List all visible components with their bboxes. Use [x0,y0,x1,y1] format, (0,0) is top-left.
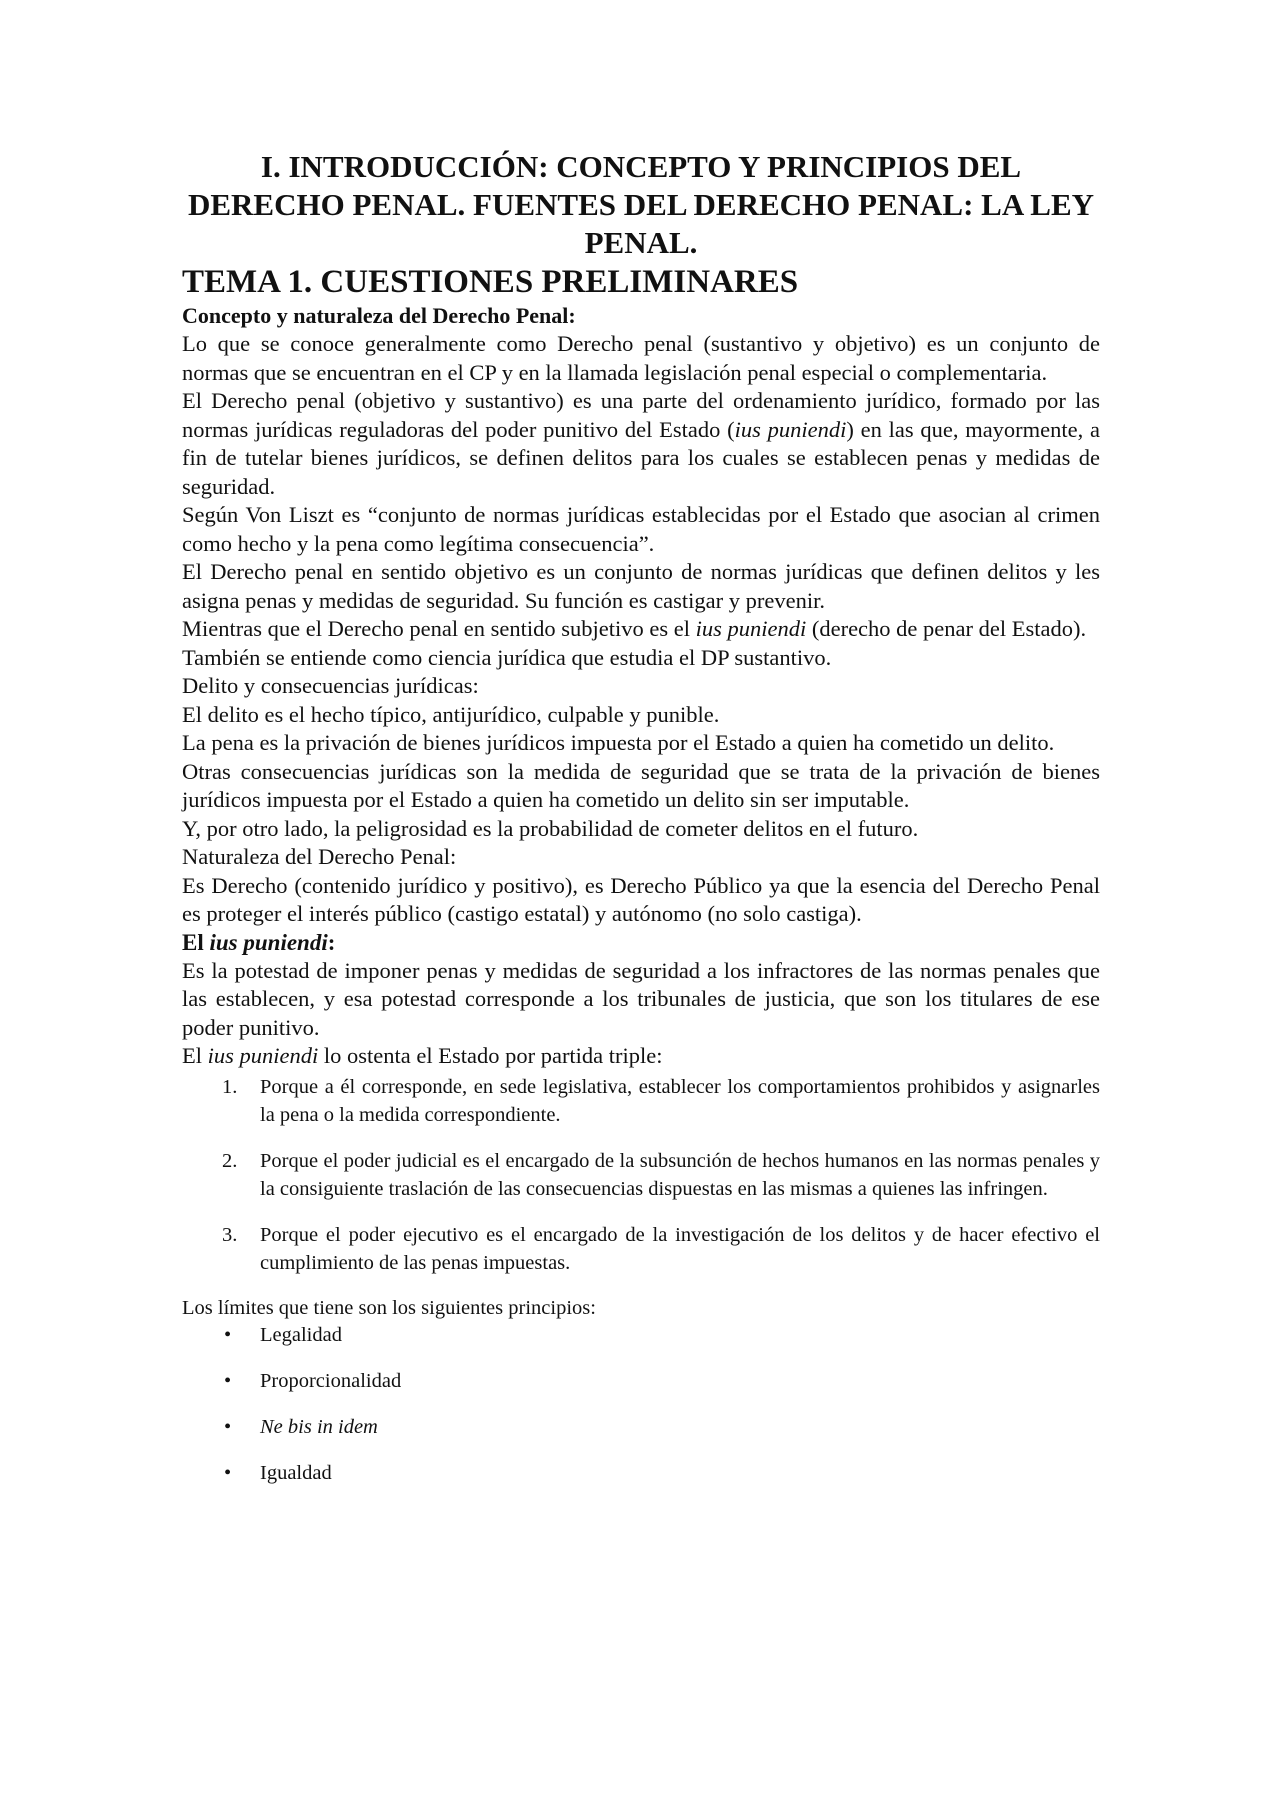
bullet-item [182,1367,1100,1395]
paragraph-2-text-a: El Derecho penal (objetivo y sustantivo) es una parte del ordenamiento jurídico, formado por las normas jurídicas reguladoras del poder punitivo del Estado ( [182,388,1100,442]
document-title: I. INTRODUCCIÓN: CONCEPTO Y PRINCIPIOS DEL DERECHO PENAL. FUENTES DEL DERECHO PENAL: LA LEY PENAL. [187,149,1095,260]
list-number: 3. [222,1223,238,1246]
principles-list [182,1321,1100,1487]
bullet-item [182,1413,1100,1441]
ius-heading-italic: ius puniendi [209,929,328,955]
tema-title: TEMA 1. CUESTIONES PRELIMINARES [182,264,799,300]
ius-heading-text-b: : [327,929,336,955]
bullet-text: Proporcionalidad [260,1369,402,1392]
list-item-text: Porque el poder judicial es el encargado de la subsunción de hechos humanos en las normas penales y la consiguiente traslación de las consecuencias dispuestas en las mismas a quienes las infringen. [260,1149,1100,1200]
bullet-icon: • [224,1369,232,1392]
paragraph-14: Es la potestad de imponer penas y medidas de seguridad a los infractores de las normas penales que las establecen, y esa potestad corresponde a los tribunales de justicia, que son los titulares de ese poder punitivo. [182,957,1100,1040]
bullet-icon: • [224,1461,232,1484]
paragraph-15-italic: ius puniendi [207,1043,319,1068]
paragraph-4: El Derecho penal en sentido objetivo es un conjunto de normas jurídicas que definen delitos y les asigna penas y medidas de seguridad. Su función es castigar y prevenir. [182,559,1100,613]
bullet-text: Legalidad [260,1323,342,1346]
paragraph-1: Lo que se conoce generalmente como Derecho penal (sustantivo y objetivo) es un conjunto de normas que se encuentran en el CP y en la llamada legislación penal especial o complementaria. [182,331,1100,385]
list-item [182,1221,1100,1278]
paragraph-11: Y, por otro lado, la peligrosidad es la probabilidad de cometer delitos en el futuro. [182,815,919,841]
list-item-text: Porque el poder ejecutivo es el encargado de la investigación de los delitos y de hacer efectivo el cumplimiento de las penas impuestas. [260,1223,1100,1274]
paragraph-15-text-a: El [182,1043,208,1068]
paragraph-12: Naturaleza del Derecho Penal: [182,844,457,869]
list-item [182,1147,1100,1204]
ius-heading-text-a: El [182,929,210,955]
paragraph-2 [182,387,1100,501]
paragraph-8: El delito es el hecho típico, antijurídico, culpable y punible. [182,701,720,727]
bullet-text: Igualdad [260,1461,332,1484]
paragraph-2-text-b: ) en las que, mayormente, a fin de tutelar bienes jurídicos, se definen delitos para los cuales se establecen penas y medidas de seguridad. [182,416,1101,499]
paragraph-2-italic: ius puniendi [734,416,847,442]
bullet-item [182,1459,1100,1487]
paragraph-5-italic: ius puniendi [695,616,807,641]
paragraph-9: La pena es la privación de bienes jurídicos impuesta por el Estado a quien ha cometido un delito. [182,730,1055,755]
bullet-item [182,1321,1100,1349]
list-number: 2. [222,1149,238,1172]
bullet-icon: • [224,1415,232,1438]
paragraph-3: Según Von Liszt es “conjunto de normas jurídicas establecidas por el Estado que asocian al crimen como hecho y la pena como legítima consecuencia”. [182,502,1100,556]
paragraph-5-text-b: (derecho de penar del Estado). [806,616,1087,641]
paragraph-10: Otras consecuencias jurídicas son la medida de seguridad que se trata de la privación de bienes jurídicos impuesta por el Estado a quien ha cometido un delito sin ser imputable. [182,758,1100,812]
limits-intro: Los límites que tiene son los siguientes principios: [182,1296,596,1319]
paragraph-6: También se entiende como ciencia jurídica que estudia el DP sustantivo. [182,644,832,670]
concepto-heading: Concepto y naturaleza del Derecho Penal: [182,303,576,328]
ius-puniendi-heading [182,929,1100,957]
bullet-text: Ne bis in idem [260,1415,378,1438]
paragraph-5-text-a: Mientras que el Derecho penal en sentido subjetivo es el [182,616,696,641]
paragraph-15-text-b: lo ostenta el Estado por partida triple: [318,1043,663,1068]
bullet-icon: • [224,1323,232,1346]
paragraph-7: Delito y consecuencias jurídicas: [182,673,479,698]
paragraph-5 [182,615,1100,644]
numbered-list [182,1073,1100,1278]
list-item [182,1073,1100,1130]
paragraph-15 [182,1042,1100,1071]
list-number: 1. [222,1075,238,1098]
list-item-text: Porque a él corresponde, en sede legislativa, establecer los comportamientos prohibidos y asignarles la pena o la medida correspondiente. [260,1075,1100,1126]
document-page [182,148,1100,1505]
paragraph-13: Es Derecho (contenido jurídico y positivo), es Derecho Público ya que la esencia del Derecho Penal es proteger el interés público (castigo estatal) y autónomo (no solo castiga). [182,872,1100,926]
